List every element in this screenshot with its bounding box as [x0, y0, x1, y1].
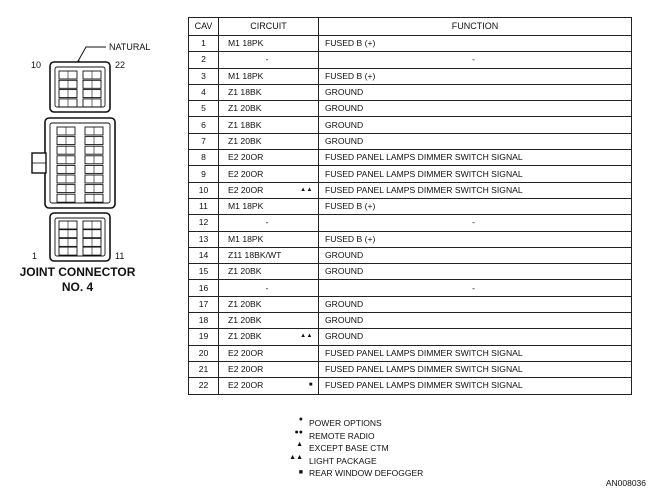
legend-symbol-icon: ● — [298, 416, 303, 423]
circuit-cell — [219, 36, 319, 52]
circuit-cell — [219, 117, 319, 133]
circuit-text: E2 20OR — [228, 347, 264, 358]
function-cell: FUSED B (+) — [319, 198, 632, 214]
function-cell: - — [319, 52, 632, 68]
pin-number-bottom-left: 1 — [32, 251, 38, 261]
circuit-text: E2 20OR — [228, 364, 264, 375]
function-cell: FUSED B (+) — [319, 68, 632, 84]
cav-cell: 8 — [189, 150, 219, 166]
legend — [289, 416, 424, 480]
circuit-text: - — [265, 54, 269, 65]
pin-number-top-right: 22 — [115, 60, 126, 70]
legend-item — [298, 467, 424, 480]
table-row — [189, 247, 632, 263]
table-row — [189, 345, 632, 361]
circuit-cell — [219, 361, 319, 377]
table-row — [189, 150, 632, 166]
function-cell: FUSED B (+) — [319, 36, 632, 52]
table-row — [189, 68, 632, 84]
circuit-text: Z1 20BK — [228, 298, 262, 309]
circuit-text: - — [265, 282, 269, 293]
function-cell: GROUND — [319, 296, 632, 312]
circuit-cell — [219, 133, 319, 149]
cav-cell: 16 — [189, 280, 219, 296]
table-row — [189, 52, 632, 68]
cav-cell: 18 — [189, 313, 219, 329]
cav-cell: 19 — [189, 329, 219, 345]
function-cell: - — [319, 215, 632, 231]
circuit-cell — [219, 198, 319, 214]
table-row — [189, 101, 632, 117]
circuit-cell — [219, 52, 319, 68]
cav-cell: 1 — [189, 36, 219, 52]
cav-cell: 2 — [189, 52, 219, 68]
circuit-cell — [219, 215, 319, 231]
circuit-text: E2 20OR — [228, 184, 264, 195]
cav-cell: 6 — [189, 117, 219, 133]
function-cell: FUSED PANEL LAMPS DIMMER SWITCH SIGNAL — [319, 182, 632, 198]
circuit-text: E2 20OR — [228, 152, 264, 163]
circuit-text: Z1 20BK — [228, 331, 262, 342]
circuit-text: Z1 20BK — [228, 315, 262, 326]
connector-middle-block — [45, 118, 115, 208]
circuit-text: E2 20OR — [228, 168, 264, 179]
table-row — [189, 280, 632, 296]
table-row — [189, 36, 632, 52]
function-cell: - — [319, 280, 632, 296]
circuit-cell — [219, 68, 319, 84]
connector-color-label: NATURAL — [109, 42, 151, 52]
function-cell: GROUND — [319, 101, 632, 117]
cav-cell: 11 — [189, 198, 219, 214]
cav-cell: 22 — [189, 378, 219, 394]
legend-symbol-icon: ■ — [298, 469, 303, 476]
cav-cell: 13 — [189, 231, 219, 247]
table-row — [189, 84, 632, 100]
cav-cell: 15 — [189, 264, 219, 280]
circuit-cell — [219, 231, 319, 247]
circuit-text: M1 18PK — [228, 201, 264, 212]
cav-cell: 10 — [189, 182, 219, 198]
pin-number-top-left: 10 — [31, 60, 42, 70]
circuit-cell — [219, 166, 319, 182]
table-row — [189, 313, 632, 329]
figure-id: AN008036 — [605, 478, 646, 488]
table-header-row — [189, 18, 632, 36]
function-cell: GROUND — [319, 329, 632, 345]
cav-cell: 3 — [189, 68, 219, 84]
circuit-cell — [219, 264, 319, 280]
table-row — [189, 378, 632, 394]
cav-cell: 21 — [189, 361, 219, 377]
function-cell: GROUND — [319, 313, 632, 329]
cavity-table — [188, 17, 632, 395]
circuit-text: E2 20OR — [228, 380, 264, 391]
circuit-text: Z1 18BK — [228, 87, 262, 98]
legend-symbol-icon: ▲ — [296, 441, 303, 448]
connector-diagram — [0, 0, 190, 300]
cav-cell: 9 — [189, 166, 219, 182]
circuit-header: CIRCUIT — [219, 18, 319, 36]
circuit-cell — [219, 329, 319, 345]
legend-item — [296, 441, 423, 455]
function-cell: FUSED B (+) — [319, 231, 632, 247]
table-row — [189, 215, 632, 231]
circuit-text: Z1 20BK — [228, 103, 262, 114]
circuit-text: M1 18PK — [228, 70, 264, 81]
circuit-cell — [219, 101, 319, 117]
function-cell: GROUND — [319, 247, 632, 263]
circuit-text: M1 18PK — [228, 233, 264, 244]
circuit-text: M1 18PK — [228, 38, 264, 49]
table-row — [189, 198, 632, 214]
circuit-cell — [219, 182, 319, 198]
circuit-text: Z1 20BK — [228, 266, 262, 277]
function-cell: FUSED PANEL LAMPS DIMMER SWITCH SIGNAL — [319, 361, 632, 377]
function-cell: GROUND — [319, 84, 632, 100]
connector-subtitle: NO. 4 — [61, 280, 94, 294]
option-marker-icon: ▲▲ — [300, 333, 313, 340]
circuit-text: Z1 18BK — [228, 119, 262, 130]
cav-cell: 17 — [189, 296, 219, 312]
cav-cell: 7 — [189, 133, 219, 149]
table-row — [189, 133, 632, 149]
circuit-cell — [219, 296, 319, 312]
table-row — [189, 166, 632, 182]
legend-text: REMOTE RADIO — [309, 430, 375, 441]
cav-cell: 20 — [189, 345, 219, 361]
circuit-cell — [219, 313, 319, 329]
circuit-cell — [219, 345, 319, 361]
function-cell: FUSED PANEL LAMPS DIMMER SWITCH SIGNAL — [319, 150, 632, 166]
circuit-cell — [219, 247, 319, 263]
cav-cell: 12 — [189, 215, 219, 231]
legend-item — [289, 453, 423, 468]
function-cell: GROUND — [319, 133, 632, 149]
legend-text: LIGHT PACKAGE — [309, 455, 377, 466]
legend-text: REAR WINDOW DEFOGGER — [309, 468, 424, 478]
option-marker-icon: ■ — [308, 382, 313, 389]
circuit-text: Z1 20BK — [228, 135, 262, 146]
legend-item — [294, 428, 423, 443]
natural-leader-line — [77, 47, 106, 63]
function-cell: GROUND — [319, 117, 632, 133]
legend-text: POWER OPTIONS — [309, 418, 382, 428]
cav-header: CAV — [189, 18, 219, 36]
table-row — [189, 264, 632, 280]
function-cell: FUSED PANEL LAMPS DIMMER SWITCH SIGNAL — [319, 345, 632, 361]
table-row — [189, 231, 632, 247]
legend-symbol-icon: ▲▲ — [289, 453, 303, 461]
cav-cell: 5 — [189, 101, 219, 117]
function-cell: GROUND — [319, 264, 632, 280]
legend-text: EXCEPT BASE CTM — [309, 443, 389, 453]
circuit-text: Z11 18BK/WT — [228, 250, 282, 260]
legend-item — [298, 416, 423, 430]
pin-number-bottom-right: 11 — [115, 251, 125, 261]
legend-symbol-icon: ●● — [294, 428, 303, 436]
circuit-cell — [219, 280, 319, 296]
table-row — [189, 182, 632, 198]
connector-title: JOINT CONNECTOR — [19, 265, 136, 279]
table-row — [189, 329, 632, 345]
function-header: FUNCTION — [319, 18, 632, 36]
cav-cell: 14 — [189, 247, 219, 263]
table-row — [189, 117, 632, 133]
circuit-cell — [219, 378, 319, 394]
function-cell: FUSED PANEL LAMPS DIMMER SWITCH SIGNAL — [319, 378, 632, 394]
option-marker-icon: ▲▲ — [300, 186, 313, 193]
circuit-cell — [219, 150, 319, 166]
cav-cell: 4 — [189, 84, 219, 100]
table-row — [189, 361, 632, 377]
circuit-text: - — [265, 217, 269, 228]
function-cell: FUSED PANEL LAMPS DIMMER SWITCH SIGNAL — [319, 166, 632, 182]
circuit-cell — [219, 84, 319, 100]
table-row — [189, 296, 632, 312]
